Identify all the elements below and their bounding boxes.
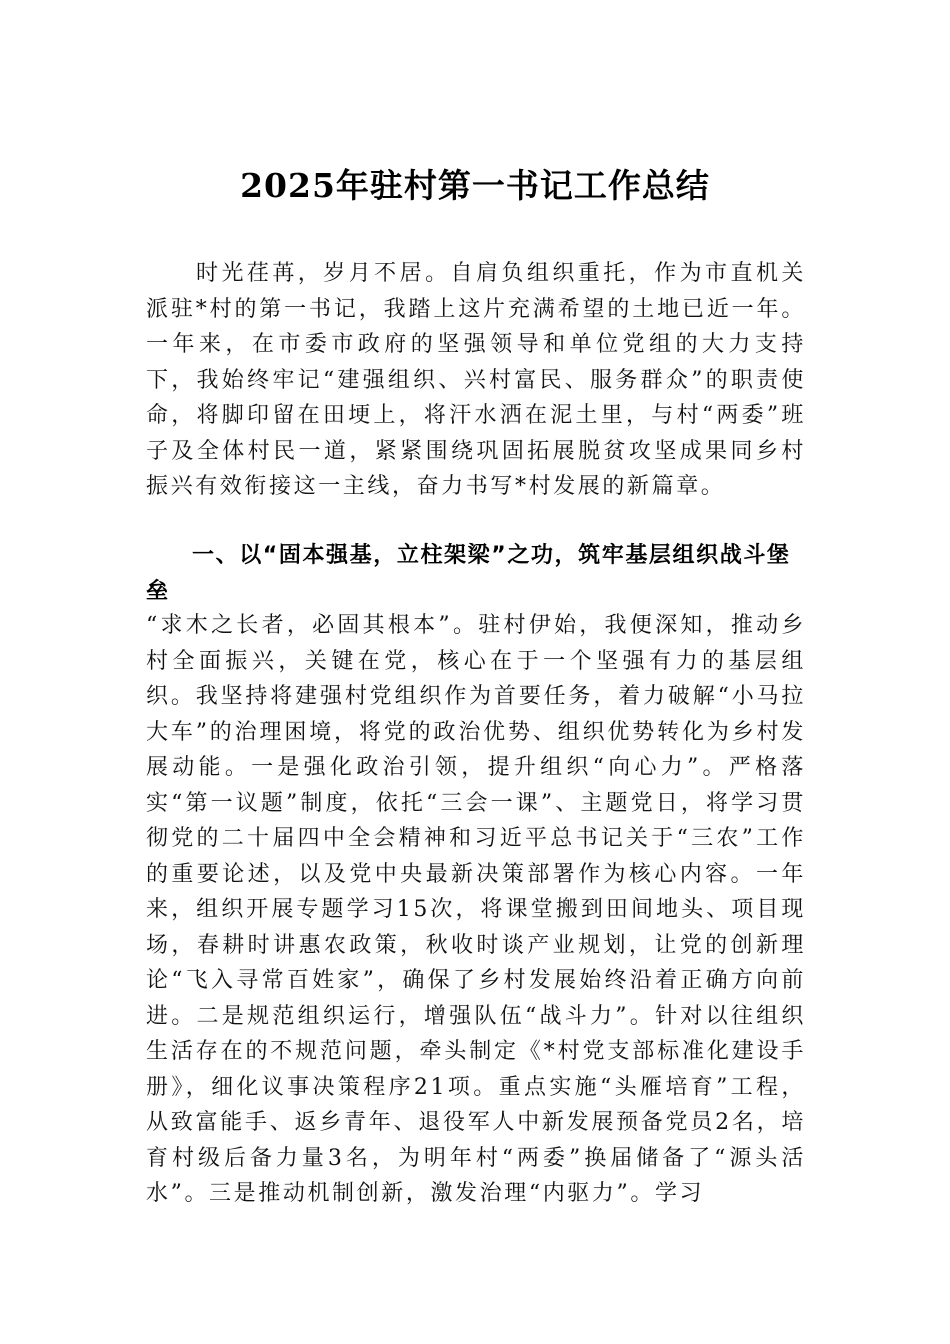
section-heading-1: 一、以“固本强基，立柱架梁”之功，筑牢基层组织战斗堡垒	[146, 543, 791, 604]
intro-paragraph: 时光荏苒，岁月不居。自肩负组织重托，作为市直机关派驻*村的第一书记，我踏上这片充满希望的土地已近一年。一年来，在市委市政府的坚强领导和单位党组的大力支持下，我始终牢记“建强组织、兴村富民、服务群众”的职责使命，将脚印留在田埂上，将汗水洒在泥土里，与村“两委”班子及全体村民一道，紧紧围绕巩固拓展脱贫攻坚成果同乡村振兴有效衔接这一主线，奋力书写*村发展的新篇章。	[146, 261, 806, 499]
section-1-paragraph: “求木之长者，必固其根本”。驻村伊始，我便深知，推动乡村全面振兴，关键在党，核心在于一个坚强有力的基层组织。我坚持将建强村党组织作为首要任务，着力破解“小马拉大车”的治理困境，将党的政治优势、组织优势转化为乡村发展动能。一是强化政治引领，提升组织“向心力”。严格落实“第一议题”制度，依托“三会一课”、主题党日，将学习贯彻党的二十届四中全会精神和习近平总书记关于“三农”工作的重要论述，以及党中央最新决策部署作为核心内容。一年来，组织开展专题学习15次，将课堂搬到田间地头、项目现场，春耕时讲惠农政策，秋收时谈产业规划，让党的创新理论“飞入寻常百姓家”，确保了乡村发展始终沿着正确方向前进。二是规范组织运行，增强队伍“战斗力”。针对以往组织生活存在的不规范问题，牵头制定《*村党支部标准化建设手册》，细化议事决策程序21项。重点实施“头雁培育”工程，从致富能手、返乡青年、退役军人中新发展预备党员2名，培育村级后备力量3名，为明年村“两委”换届储备了“源头活水”。三是推动机制创新，激发治理“内驱力”。学习	[146, 613, 806, 1206]
document-title: 2025年驻村第一书记工作总结	[240, 166, 710, 205]
